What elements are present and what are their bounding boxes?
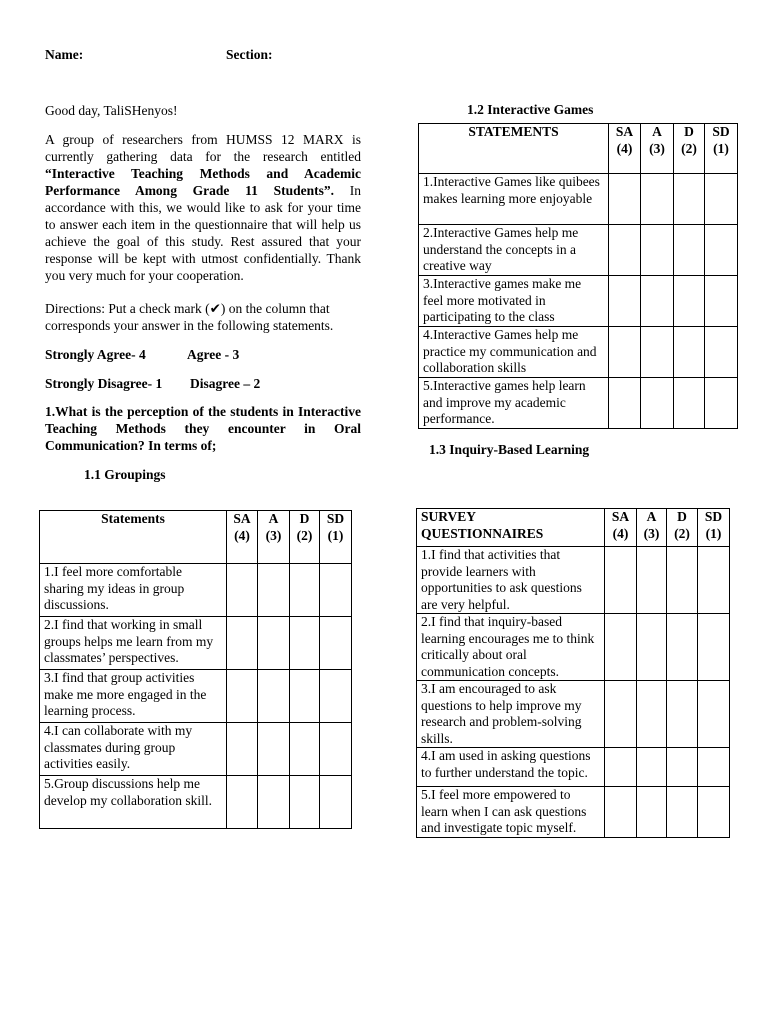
table-header-row (419, 124, 738, 174)
table-row (419, 276, 738, 327)
check-cell-sd[interactable] (698, 614, 730, 681)
check-cell-d[interactable] (667, 748, 698, 787)
table-row (417, 748, 730, 787)
table-row (40, 564, 352, 617)
check-cell-a[interactable] (258, 670, 290, 723)
col-sa: SA (4) (227, 511, 258, 564)
check-cell-a[interactable] (641, 225, 674, 276)
table-header-row (417, 509, 730, 547)
scale-agree: Agree - 3 (187, 347, 240, 362)
table-row (417, 614, 730, 681)
check-cell-sa[interactable] (227, 564, 258, 617)
statement-cell: 2.I find that working in small groups helps me learn from my classmates’ perspectives. (40, 617, 227, 670)
directions: Directions: Put a check mark (✔) on the column that corresponds your answer in the following statements. (45, 301, 334, 333)
scale-strongly-disagree: Strongly Disagree- 1 (45, 376, 163, 391)
table-header-row (40, 511, 352, 564)
name-label: Name: (45, 47, 84, 62)
table-row (417, 547, 730, 614)
check-cell-d[interactable] (290, 564, 320, 617)
check-cell-a[interactable] (637, 787, 667, 838)
check-cell-a[interactable] (637, 681, 667, 748)
table-row (40, 776, 352, 829)
check-cell-a[interactable] (258, 564, 290, 617)
table-row (419, 174, 738, 225)
col-statements: STATEMENTS (419, 124, 609, 174)
statement-cell: 1.I find that activities that provide learners with opportunities to ask questions are very helpful. (417, 547, 605, 614)
table-row (40, 617, 352, 670)
games-table (418, 123, 738, 429)
check-cell-sa[interactable] (609, 378, 641, 429)
statement-cell: 2.I find that inquiry-based learning encourages me to think critically about oral communication concepts. (417, 614, 605, 681)
check-cell-sd[interactable] (698, 681, 730, 748)
check-cell-d[interactable] (674, 378, 705, 429)
table-row (419, 378, 738, 429)
main-question: 1.What is the perception of the students in Interactive Teaching Methods they encounter in Oral Communication? In terms of; (45, 404, 361, 453)
check-cell-sa[interactable] (609, 276, 641, 327)
check-cell-a[interactable] (641, 276, 674, 327)
check-cell-sd[interactable] (320, 723, 352, 776)
statement-cell: 3.I find that group activities make me more engaged in the learning process. (40, 670, 227, 723)
statement-cell: 1.Interactive Games like quibees makes learning more enjoyable (419, 174, 609, 225)
statement-cell: 5.I feel more empowered to learn when I can ask questions and investigate topic myself. (417, 787, 605, 838)
check-cell-d[interactable] (667, 547, 698, 614)
check-cell-sa[interactable] (609, 174, 641, 225)
research-title: “Interactive Teaching Methods and Academic Performance Among Grade 11 Students”. (45, 166, 361, 198)
check-cell-d[interactable] (674, 225, 705, 276)
greeting: Good day, TaliSHenyos! (45, 103, 178, 118)
check-cell-d[interactable] (667, 614, 698, 681)
scale-strongly-agree: Strongly Agree- 4 (45, 347, 146, 362)
scale-disagree: Disagree – 2 (190, 376, 261, 391)
check-cell-sd[interactable] (705, 327, 738, 378)
col-a: A (3) (258, 511, 290, 564)
check-cell-sa[interactable] (609, 327, 641, 378)
check-cell-d[interactable] (290, 617, 320, 670)
col-sd: SD (1) (320, 511, 352, 564)
check-cell-sa[interactable] (605, 748, 637, 787)
statement-cell: 5.Group discussions help me develop my collaboration skill. (40, 776, 227, 829)
col-a: A (3) (641, 124, 674, 174)
check-cell-sa[interactable] (605, 547, 637, 614)
check-cell-sa[interactable] (227, 617, 258, 670)
check-cell-sd[interactable] (705, 378, 738, 429)
check-cell-a[interactable] (637, 614, 667, 681)
col-sa: SA (4) (605, 509, 637, 547)
check-cell-a[interactable] (258, 723, 290, 776)
check-cell-sa[interactable] (605, 787, 637, 838)
intro-text-a: A group of researchers from HUMSS 12 MARX is currently gathering data for the research entitled (45, 132, 361, 164)
groupings-title: 1.1 Groupings (84, 467, 166, 482)
check-cell-d[interactable] (290, 670, 320, 723)
games-title: 1.2 Interactive Games (467, 102, 594, 117)
check-cell-sd[interactable] (705, 276, 738, 327)
check-cell-sd[interactable] (698, 787, 730, 838)
check-cell-a[interactable] (258, 776, 290, 829)
statement-cell: 3.Interactive games make me feel more motivated in participating to the class (419, 276, 609, 327)
check-cell-sd[interactable] (320, 617, 352, 670)
check-cell-sa[interactable] (227, 776, 258, 829)
check-cell-sd[interactable] (320, 670, 352, 723)
col-d: D (2) (290, 511, 320, 564)
check-cell-d[interactable] (667, 787, 698, 838)
statement-cell: 4.I am used in asking questions to further understand the topic. (417, 748, 605, 787)
check-cell-sd[interactable] (320, 564, 352, 617)
intro-paragraph (45, 131, 361, 284)
check-cell-sa[interactable] (227, 670, 258, 723)
inquiry-title: 1.3 Inquiry-Based Learning (429, 442, 590, 457)
col-sd: SD (1) (698, 509, 730, 547)
section-label: Section: (226, 47, 273, 62)
check-cell-sa[interactable] (605, 614, 637, 681)
check-cell-sd[interactable] (705, 225, 738, 276)
groupings-table (39, 510, 352, 829)
check-cell-a[interactable] (641, 174, 674, 225)
statement-cell: 3.I am encouraged to ask questions to help improve my research and problem-solving skills. (417, 681, 605, 748)
table-row (419, 225, 738, 276)
table-row (417, 681, 730, 748)
check-cell-sd[interactable] (698, 748, 730, 787)
col-d: D (2) (667, 509, 698, 547)
statement-cell: 1.I feel more comfortable sharing my ideas in group discussions. (40, 564, 227, 617)
check-cell-d[interactable] (674, 276, 705, 327)
col-statements: Statements (40, 511, 227, 564)
check-cell-d[interactable] (290, 723, 320, 776)
check-cell-d[interactable] (667, 681, 698, 748)
check-cell-sd[interactable] (698, 547, 730, 614)
check-cell-a[interactable] (637, 547, 667, 614)
check-cell-sd[interactable] (705, 174, 738, 225)
table-row (419, 327, 738, 378)
check-cell-sa[interactable] (609, 225, 641, 276)
check-cell-sa[interactable] (227, 723, 258, 776)
check-cell-a[interactable] (641, 327, 674, 378)
check-cell-sd[interactable] (320, 776, 352, 829)
col-d: D (2) (674, 124, 705, 174)
col-a: A (3) (637, 509, 667, 547)
table-row (40, 723, 352, 776)
table-row (40, 670, 352, 723)
check-cell-d[interactable] (290, 776, 320, 829)
table-row (417, 787, 730, 838)
inquiry-table (416, 508, 730, 838)
statement-cell: 4.Interactive Games help me practice my communication and collaboration skills (419, 327, 609, 378)
check-cell-a[interactable] (637, 748, 667, 787)
check-cell-d[interactable] (674, 174, 705, 225)
check-cell-d[interactable] (674, 327, 705, 378)
intro-text-b: In accordance with this, we would like to ask for your time to answer each item in the questionnaire that will help us achieve the goal of this study. Rest assured that your response will be kept with utmost confidentially. Thank you very much for your cooperation. (45, 183, 362, 283)
check-cell-a[interactable] (641, 378, 674, 429)
check-cell-a[interactable] (258, 617, 290, 670)
statement-cell: 5.Interactive games help learn and improve my academic performance. (419, 378, 609, 429)
col-survey-questionnaires: SURVEY QUESTIONNAIRES (417, 509, 605, 547)
statement-cell: 2.Interactive Games help me understand the concepts in a creative way (419, 225, 609, 276)
statement-cell: 4.I can collaborate with my classmates during group activities easily. (40, 723, 227, 776)
check-cell-sa[interactable] (605, 681, 637, 748)
col-sd: SD (1) (705, 124, 738, 174)
col-sa: SA (4) (609, 124, 641, 174)
